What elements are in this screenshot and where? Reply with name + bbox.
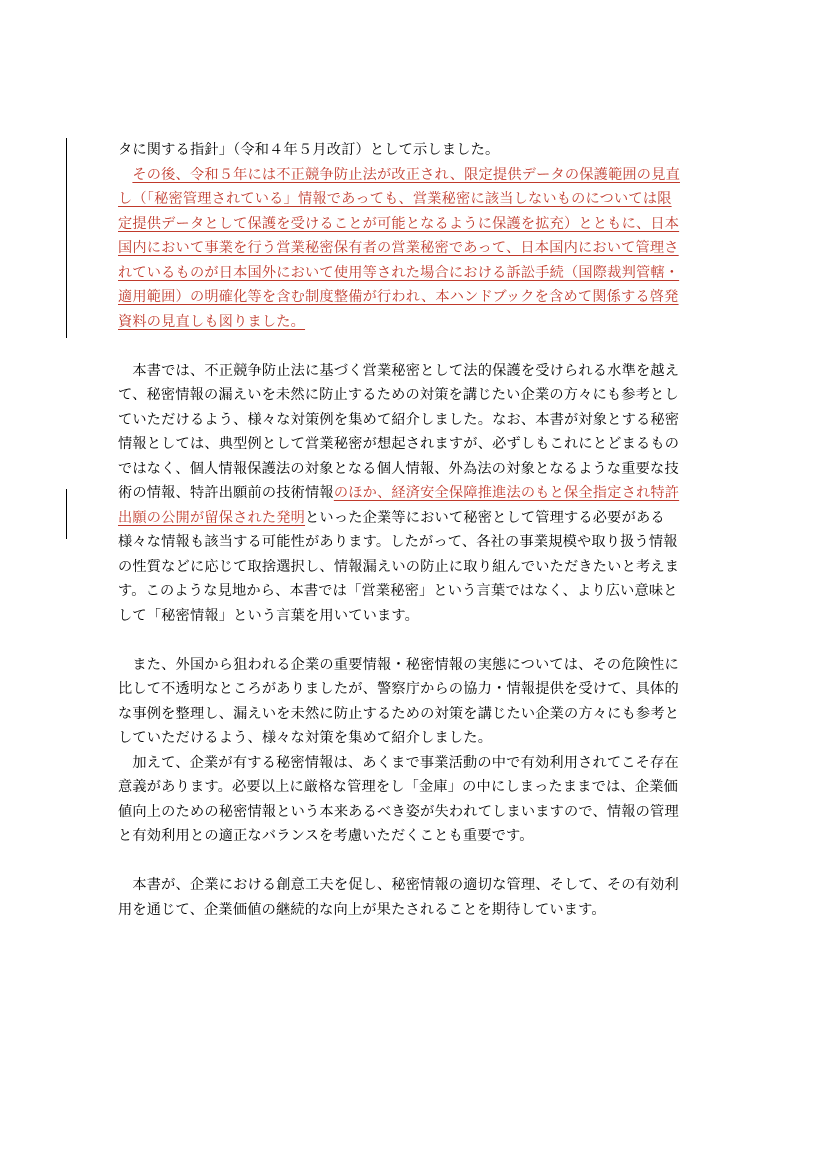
- text-line: [118, 530, 710, 555]
- body-text-segment: 様々な情報も該当する可能性があります。したがって、各社の事業規模や取り扱う情報: [118, 534, 678, 550]
- body-text-segment: 加えて、企業が有する秘密情報は、あくまで事業活動の中で有効利用されてこそ存在: [118, 754, 679, 771]
- body-text-segment: 意義があります。必要以上に厳格な管理をし「金庫」の中にしまったままでは、企業価: [118, 779, 678, 795]
- revised-text: 適用範囲）の明確化等を含む制度整備が行われ、本ハンドブックを含めて関係する啓発: [118, 289, 679, 305]
- text-line: [118, 873, 710, 898]
- text-line: [118, 481, 710, 506]
- text-line: [118, 800, 710, 825]
- text-line: [118, 457, 710, 482]
- change-bar-top: [66, 138, 67, 338]
- revised-text: その後、令和５年には不正競争防止法が改正され、限定提供データの保護範囲の見直: [132, 166, 680, 183]
- body-text-segment: また、外国から狙われる企業の重要情報・秘密情報の実態については、その危険性に: [118, 656, 679, 673]
- body-text-segment: す。このような見地から、本書では「営業秘密」という言葉ではなく、より広い意味と: [118, 583, 678, 599]
- body-text-segment: ていただけるよう、様々な対策例を集めて紹介しました。なお、本書が対象とする秘密: [118, 411, 680, 428]
- body-text-segment: 本書が、企業における創意工夫を促し、秘密情報の適切な管理、そして、その有効利: [118, 877, 679, 893]
- revised-text: のほか、経済安全保障推進法のもと保全指定され特許: [333, 485, 680, 501]
- body-text-segment: て、秘密情報の漏えいを未然に防止するための対策を講じたい企業の方々にも参考とし: [118, 387, 679, 403]
- body-text-segment: していただけるよう、様々な対策を集めて紹介しました。: [118, 730, 493, 746]
- paragraph-gap: [118, 628, 710, 653]
- body-text-segment: して「秘密情報」という言葉を用いています。: [118, 607, 420, 624]
- revised-text: 定提供データとして保護を受けることが可能となるように保護を拡充）とともに、日本: [118, 215, 680, 232]
- revised-text: れているものが日本国外において使用等された場合における訴訟手続（国際裁判管轄・: [118, 264, 680, 281]
- text-line: [118, 824, 710, 849]
- change-bar-middle: [66, 489, 67, 539]
- body-text-segment: 値向上のための秘密情報という本来あるべき姿が失われてしまいますので、情報の管理: [118, 803, 679, 820]
- text-line: [118, 138, 710, 163]
- body-text-segment: タに関する指針」（令和４年５月改訂）として示しました。: [118, 142, 500, 158]
- body-text: [118, 138, 710, 922]
- text-line: [118, 310, 710, 335]
- body-text-segment: な事例を整理し、漏えいを未然に防止するための対策を講じたい企業の方々にも参考と: [118, 705, 680, 722]
- text-line: [118, 163, 710, 188]
- text-line: [118, 236, 710, 261]
- text-line: [118, 726, 710, 751]
- paragraph-gap: [118, 849, 710, 874]
- text-line: [118, 212, 710, 237]
- body-text-segment: ではなく、個人情報保護法の対象となる個人情報、外為法の対象となるような重要な技: [118, 460, 679, 477]
- body-text-segment: 情報としては、典型例として営業秘密が想起されますが、必ずしもこれにとどまるもの: [118, 436, 680, 452]
- text-line: [118, 677, 710, 702]
- text-line: [118, 579, 710, 604]
- body-text-segment: 用を通じて、企業価値の継続的な向上が果たされることを期待しています。: [118, 901, 606, 918]
- text-line: [118, 702, 710, 727]
- text-line: [118, 898, 710, 923]
- text-line: [118, 261, 710, 286]
- revised-text: し（「秘密管理されている」情報であっても、営業秘密に該当しないものについては限: [118, 191, 672, 207]
- text-line: [118, 187, 710, 212]
- text-line: [118, 604, 710, 629]
- paragraph-gap: [118, 334, 710, 359]
- revised-text: 資料の見直しも図りました。: [118, 313, 306, 330]
- revised-text: 出願の公開が留保された発明: [118, 509, 306, 526]
- revised-text: 国内において事業を行う営業秘密保有者の営業秘密であって、日本国内において管理さ: [118, 240, 679, 256]
- body-text-segment: と有効利用との適正なバランスを考慮いただくことも重要です。: [118, 828, 534, 844]
- text-line: [118, 359, 710, 384]
- body-text-segment: といった企業等において秘密として管理する必要がある: [305, 509, 665, 526]
- text-line: [118, 751, 710, 776]
- text-line: [118, 775, 710, 800]
- text-line: [118, 653, 710, 678]
- body-text-segment: 比して不透明なところがありましたが、警察庁からの協力・情報提供を受けて、具体的: [118, 681, 679, 697]
- text-line: [118, 432, 710, 457]
- text-line: [118, 285, 710, 310]
- body-text-segment: [118, 167, 132, 183]
- body-text-segment: 術の情報、特許出願前の技術情報: [118, 485, 334, 501]
- body-text-segment: 本書では、不正競争防止法に基づく営業秘密として法的保護を受けられる水準を越え: [118, 362, 680, 379]
- text-line: [118, 506, 710, 531]
- text-line: [118, 408, 710, 433]
- body-text-segment: の性質などに応じて取捨選択し、情報漏えいの防止に取り組んでいただきたいと考えま: [118, 558, 680, 575]
- text-line: [118, 555, 710, 580]
- text-line: [118, 383, 710, 408]
